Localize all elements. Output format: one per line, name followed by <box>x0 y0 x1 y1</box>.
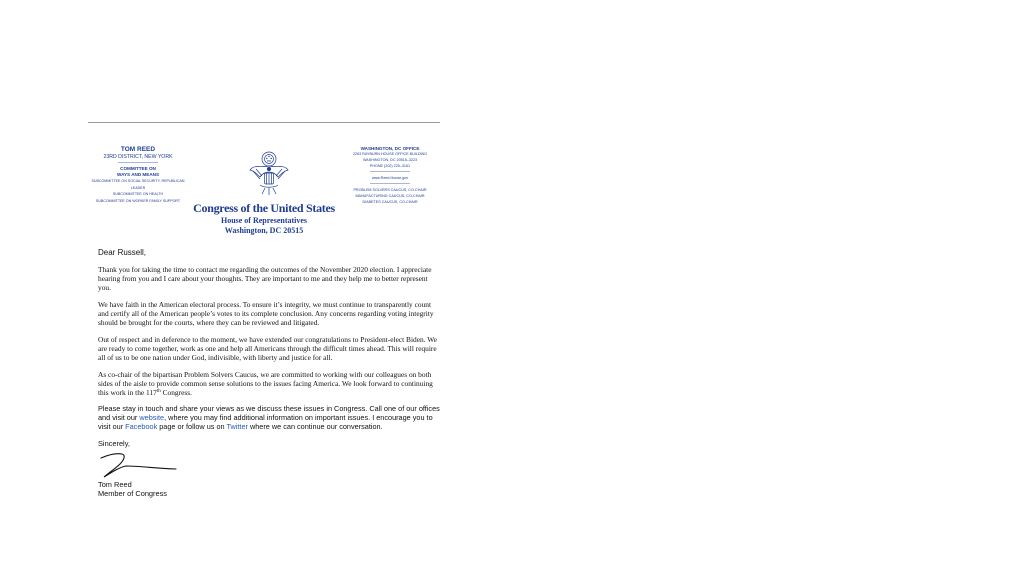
congress-title: Congress of the United States <box>193 201 335 215</box>
paragraph-4-text: As co-chair of the bipartisan Problem Solvers Caucus, we are committed to working with our colleagues on both sides of the aisle to provide common sense solutions to the issues facing America. We look forward to continuing this work in the 117 <box>98 370 433 397</box>
office-website: www.Reed.House.gov <box>371 176 409 180</box>
house-address: Washington, DC 20515 <box>224 226 304 235</box>
paragraph-4 <box>98 370 440 397</box>
subcommittee-1: SUBCOMMITTEE ON SOCIAL SECURITY, REPUBLICAN LEADER <box>91 179 185 190</box>
paragraph-1: Thank you for taking the time to contact me regarding the outcomes of the November 2020 election. I appreciate hearing from you and I care about your thoughts. They are important to me and they help me to better represent you. <box>98 265 432 292</box>
salutation: Dear Russell, <box>98 248 147 257</box>
caucus-2: MANUFACTURING CAUCUS, CO-CHAIR <box>355 194 425 198</box>
office-title: WASHINGTON, DC OFFICE <box>360 146 420 151</box>
caucus-3: DIABETES CAUCUS, CO-CHAIR <box>362 200 418 204</box>
paragraph-2: We have faith in the American electoral process. To ensure it’s integrity, we must continue to transparently count and certify all of the American people’s votes to its complete conclusion. Any concerns regarding voting integrity should be brought for the courts, where they can be reviewed and litigated. <box>98 300 434 327</box>
divider-text-2: ———————— <box>370 181 410 187</box>
house-title: House of Representatives <box>220 216 308 225</box>
committee-line1: COMMITTEE ON <box>120 166 156 171</box>
office-address-2: WASHINGTON, DC 20515–3223 <box>362 158 418 162</box>
top-divider <box>88 122 440 123</box>
ordinal-suffix: th <box>156 389 161 394</box>
closing: Sincerely, <box>98 439 130 449</box>
divider-text: ———————— <box>370 169 410 175</box>
district: 23RD DISTRICT, NEW YORK <box>103 154 173 160</box>
letter-page <box>88 0 443 576</box>
signer-title: Member of Congress <box>98 489 168 499</box>
paragraph-5-c: page or follow us on <box>157 421 227 431</box>
signer-name: Tom Reed <box>98 480 132 490</box>
paragraph-5-b: , where you may find additional information on important issues. I encourage you to visit our <box>98 412 433 431</box>
paragraph-5-a: Please stay in touch and share your views as we discuss these issues in Congress. Call one of our offices and visit our <box>98 404 440 422</box>
facebook-link[interactable]: Facebook <box>125 421 158 431</box>
website-link[interactable]: website <box>139 412 165 422</box>
subcommittee-2: SUBCOMMITTEE ON HEALTH <box>112 192 164 196</box>
letterhead-right <box>340 146 440 205</box>
office-address-1: 2263 RAYBURN HOUSE OFFICE BUILDING <box>352 152 428 156</box>
letterhead-center <box>188 201 340 236</box>
paragraph-5-d: where we can continue our conversation. <box>247 421 383 431</box>
great-seal-eagle-icon <box>248 150 290 198</box>
letter-body <box>98 248 440 498</box>
letterhead-left <box>88 146 188 204</box>
subcommittee-3: SUBCOMMITTEE ON WORKER FAMILY SUPPORT <box>95 198 181 203</box>
representative-name: TOM REED <box>120 146 156 153</box>
twitter-link[interactable]: Twitter <box>226 421 248 431</box>
paragraph-4-end: Congress. <box>160 388 192 397</box>
paragraph-3: Out of respect and in deference to the moment, we have extended our congratulations to President-elect Biden. We are ready to come together, work as one and help all Americans through the difficult times ahead. This will require all of us to be one nation under God, indivisible, with liberty and justice for all. <box>98 335 437 362</box>
caucus-1: PROBLEM SOLVERS CAUCUS, CO-CHAIR <box>353 188 427 192</box>
signature-icon <box>98 450 178 480</box>
paragraph-5 <box>98 405 440 431</box>
office-phone: PHONE (202) 225–3161 <box>369 164 411 168</box>
divider-text: ———————— <box>118 160 158 166</box>
committee-line2: WAYS AND MEANS <box>116 172 160 177</box>
